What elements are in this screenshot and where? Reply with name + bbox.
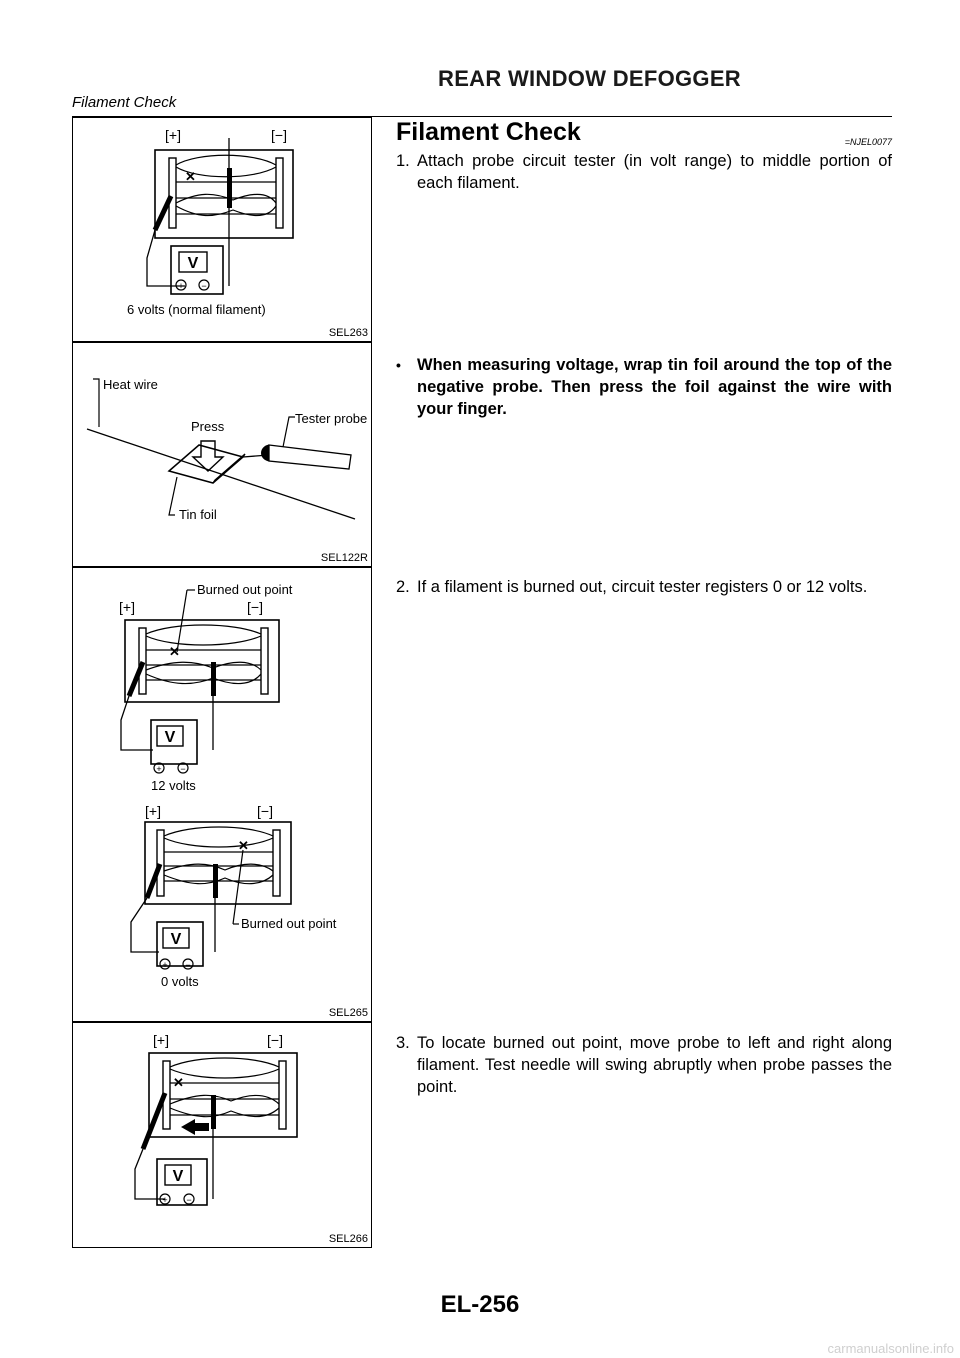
figure-code: SEL122R [320,552,368,564]
tin-foil-label: Tin foil [179,507,217,522]
step-text: To locate burned out point, move probe to left and right along filament. Test needle will swing abruptly when probe passes the point. [417,1034,892,1096]
heat-wire-label: Heat wire [103,377,158,392]
burn-mark-icon: ✕ [185,169,196,184]
figure-code: SEL266 [328,1233,368,1245]
tester-probe-shape [269,445,351,469]
svg-text:+: + [162,960,168,970]
step-text: If a filament is burned out, circuit tester registers 0 or 12 volts. [417,578,868,596]
figure-caption: 6 volts (normal filament) [127,302,266,317]
voltmeter-label-bottom: V [170,931,182,948]
burned-filament-diagram [73,568,371,1021]
voltmeter-label: V [172,1168,184,1185]
figure-sel265 [72,567,372,1022]
burn-mark-icon: ✕ [173,1075,184,1090]
minus-terminal-label: [−] [271,127,287,143]
step-3 [396,1032,892,1098]
svg-text:+: + [178,281,184,291]
section-title: Filament Check [396,118,581,146]
burned-out-point-label-bottom: Burned out point [241,916,337,931]
header-subtitle: Filament Check [72,94,177,111]
step-number: 3. [396,1034,410,1052]
voltmeter-label: V [187,255,199,272]
figure-code: SEL263 [328,327,368,339]
burned-out-point-label-top: Burned out point [197,582,293,597]
step-text: Attach probe circuit tester (in volt range) to middle portion of each filament. [417,152,892,192]
figure-sel122r [72,342,372,567]
tin-foil-probe-diagram [73,343,371,566]
locate-burned-point-diagram [73,1023,371,1247]
page-number: EL-256 [440,1291,520,1318]
plus-terminal-label-top: [+] [119,599,135,615]
burn-mark-icon: ✕ [169,644,180,659]
voltmeter-label-top: V [164,729,176,746]
burn-mark-icon: ✕ [238,838,249,853]
figure-sel266 [72,1022,372,1248]
plus-terminal-label: [+] [165,127,181,143]
minus-terminal-label-bottom: [−] [257,803,273,819]
move-arrow-icon [181,1119,209,1135]
reference-code: =NJEL0077 [844,137,892,147]
minus-terminal-label: [−] [267,1032,283,1048]
minus-terminal-label-top: [−] [247,599,263,615]
volts-caption-bottom: 0 volts [161,974,199,989]
svg-text:−: − [186,1195,192,1205]
plus-terminal-label: [+] [153,1032,169,1048]
step-2 [396,576,892,598]
figure-code: SEL265 [328,1007,368,1019]
svg-text:+: + [156,764,162,774]
step-number: 1. [396,152,410,170]
bullet-note [396,354,892,420]
plus-terminal-label-bottom: [+] [145,803,161,819]
svg-text:−: − [180,764,186,774]
filament-test-diagram [73,118,371,341]
figure-sel263 [72,117,372,342]
bullet-icon: • [396,357,401,373]
step-number: 2. [396,578,410,596]
svg-text:−: − [201,281,207,291]
volts-caption-top: 12 volts [151,778,196,793]
footer-watermark: carmanualsonline.info [827,1341,954,1356]
header-title: REAR WINDOW DEFOGGER [438,66,741,91]
bullet-text: When measuring voltage, wrap tin foil around the top of the negative probe. Then press the foil against the wire with your finger. [417,356,892,418]
step-1 [396,150,892,194]
tester-probe-label: Tester probe [295,411,368,426]
press-label: Press [191,419,225,434]
svg-text:−: − [185,960,191,970]
svg-text:+: + [162,1195,168,1205]
